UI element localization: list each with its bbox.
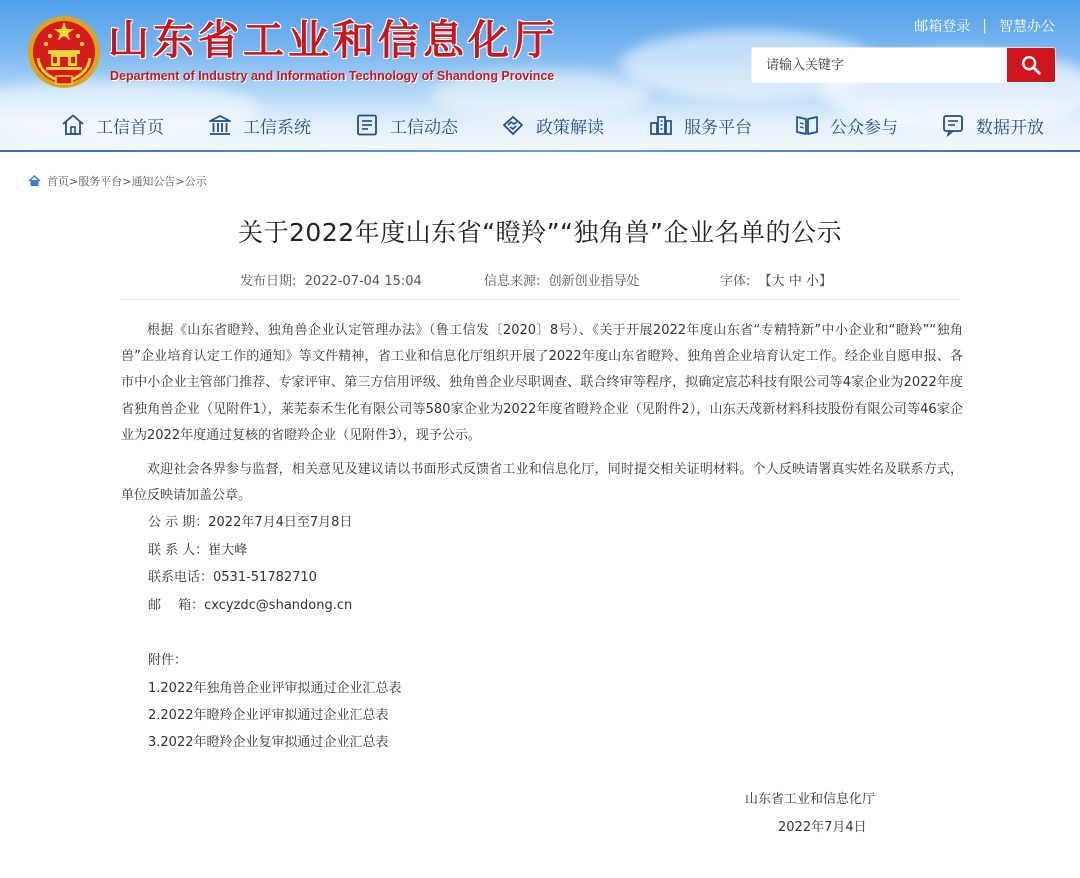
handshake-icon: [500, 112, 526, 138]
search-box: [752, 48, 1055, 82]
nav-item-data[interactable]: [940, 104, 1044, 146]
font-bracket: 】: [819, 274, 833, 289]
home-icon: [60, 112, 86, 138]
top-links: [914, 16, 1055, 36]
nav-item-service[interactable]: [648, 104, 752, 146]
publish-date-value: 2022-07-04 15:04: [304, 274, 422, 289]
header-divider: [0, 150, 1080, 152]
city-icon: [648, 112, 674, 138]
breadcrumb-separator: >: [69, 175, 79, 188]
font-size-label: 字体:: [720, 274, 751, 289]
breadcrumb-notice[interactable]: 通知公告: [131, 175, 176, 188]
main-nav: [0, 104, 1080, 146]
font-size-large[interactable]: 大: [771, 274, 785, 289]
font-size-small[interactable]: 小: [805, 274, 819, 289]
breadcrumb-separator: >: [175, 175, 185, 188]
meta-divider: [120, 299, 960, 300]
nav-label: 公众参与: [830, 117, 898, 138]
notice-period: 公 示 期：2022年7月4日至7月8日: [148, 515, 353, 530]
attachment-link-2[interactable]: 2.2022年瞪羚企业评审拟通过企业汇总表: [148, 708, 389, 723]
info-source-label: 信息来源:: [484, 274, 541, 289]
article-paragraph: 欢迎社会各界参与监督，相关意见及建议请以书面形式反馈省工业和信息化厅，同时提交相关证明材料。个人反映请署真实姓名及联系方式，单位反映请加盖公章。: [121, 462, 963, 504]
info-source: [484, 270, 640, 289]
document-icon: [354, 112, 380, 138]
nav-label: 工信首页: [96, 117, 164, 138]
signature-date: 2022年7月4日: [778, 820, 867, 835]
building-icon: [207, 112, 233, 138]
attachment-link-3[interactable]: 3.2022年瞪羚企业复审拟通过企业汇总表: [148, 735, 389, 750]
nav-label: 服务平台: [684, 117, 752, 138]
top-links-separator: |: [982, 18, 987, 34]
nav-label: 工信动态: [390, 117, 458, 138]
font-size-medium[interactable]: 中: [788, 274, 802, 289]
mail-login-link[interactable]: 邮箱登录: [914, 19, 971, 35]
font-size-control: [720, 270, 832, 289]
signature-org: 山东省工业和信息化厅: [745, 792, 876, 807]
article-paragraph: 根据《山东省瞪羚、独角兽企业认定管理办法》（鲁工信发〔2020〕8号）、《关于开展2022年度山东省“专精特新”中小企业和“瞪羚”“独角兽”企业培育认定工作的通知》等文件精神，省工业和信息化厅组织开展了2022年度山东省瞪羚、独角兽企业培育认定工作。经企业自愿申报、各市中小企业主管部门推荐、专家评审、第三方信用评级、独角兽企业尽职调查、联合终审等程序，拟确定宸芯科技有限公司等4家企业为2022年度省独角兽企业（见附件1），莱芜泰禾生化有限公司等580家企业为2022年度省瞪羚企业（见附件2），山东天茂新材料科技股份有限公司等46家企业为2022年度通过复核的省瞪羚企业（见附件3），现予公示。: [121, 323, 963, 443]
publish-date: [240, 270, 422, 289]
breadcrumb-home[interactable]: 首页: [47, 175, 69, 188]
nav-item-public[interactable]: [794, 104, 898, 146]
book-icon: [794, 112, 820, 138]
site-header: [0, 0, 1080, 152]
nav-item-news[interactable]: [354, 104, 458, 146]
contact-person: 联 系 人：崔大峰: [148, 543, 248, 558]
site-subtitle: Department of Industry and Information Technology of Shandong Province: [110, 69, 555, 83]
search-input[interactable]: [752, 48, 1007, 82]
breadcrumb: [28, 173, 207, 189]
site-title: 山东省工业和信息化厅: [108, 16, 558, 64]
breadcrumb-separator: >: [122, 175, 132, 188]
database-icon: [940, 112, 966, 138]
nav-label: 政策解读: [536, 117, 604, 138]
home-icon: [28, 175, 41, 187]
national-emblem-icon: [26, 14, 102, 90]
search-button[interactable]: [1007, 48, 1055, 82]
contact-email: 邮 箱：cxcyzdc@shandong.cn: [148, 598, 353, 613]
nav-item-system[interactable]: [207, 104, 311, 146]
publish-date-label: 发布日期:: [240, 274, 297, 289]
nav-item-policy[interactable]: [500, 104, 604, 146]
nav-label: 工信系统: [243, 117, 311, 138]
smart-office-link[interactable]: 智慧办公: [999, 19, 1055, 35]
contact-phone: 联系电话：0531-51782710: [148, 570, 317, 585]
nav-item-home[interactable]: [60, 104, 164, 146]
search-icon: [1020, 54, 1042, 76]
font-bracket: 【: [758, 274, 772, 289]
article-title: 关于2022年度山东省“瞪羚”“独角兽”企业名单的公示: [238, 218, 842, 247]
info-source-value: 创新创业指导处: [548, 274, 640, 289]
breadcrumb-service[interactable]: 服务平台: [78, 175, 123, 188]
attachment-link-1[interactable]: 1.2022年独角兽企业评审拟通过企业汇总表: [148, 681, 402, 696]
nav-label: 数据开放: [976, 117, 1044, 138]
breadcrumb-current[interactable]: 公示: [184, 175, 207, 188]
attachments-label: 附件：: [148, 653, 188, 668]
